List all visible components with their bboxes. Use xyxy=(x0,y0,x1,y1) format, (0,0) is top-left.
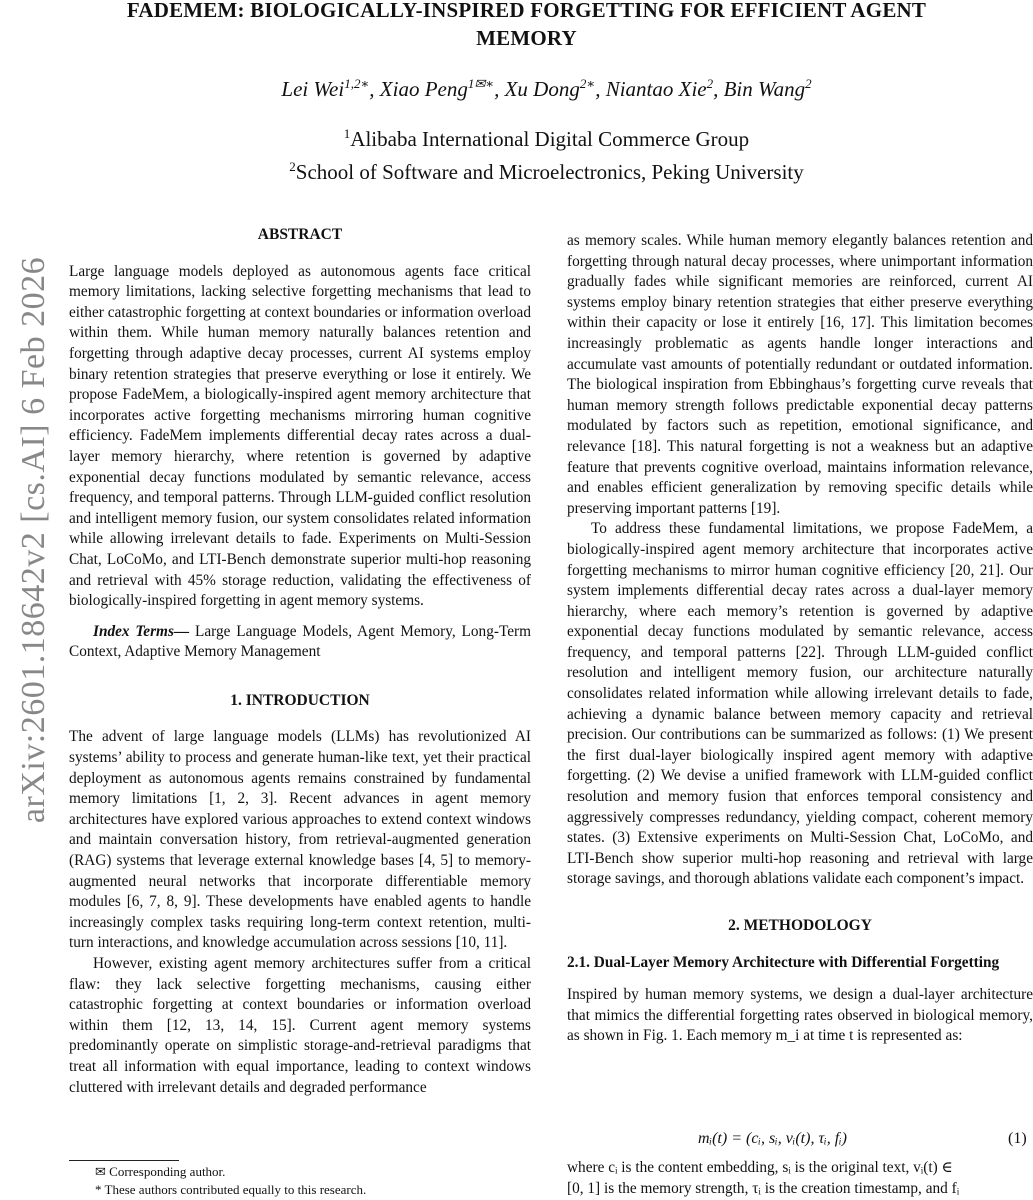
author: Niantao Xie$^2$ xyxy=(605,76,714,101)
intro-paragraph-2-continued: as memory scales. While human memory elegantly balances retention and forgetting through natural decay processes, where unimportant information gradually fades while significant memories are reinforced, current AI systems employ binary retention strategies that either preserve everything within their capacity or lose it entirely [16, 17]. This limitation becomes increasingly problematic as agents handle longer interactions and accumulate vast amounts of potentially redundant or outdated information. The biological inspiration from Ebbinghaus’s forgetting curve reveals that human memory strength follows predictable exponential decay patterns modulated by factors such as repetition, emotional significance, and relevance [18]. This natural forgetting is not a weakness but an adaptive feature that prevents cognitive overload, maintains information relevance, and enables efficient generalization by removing specific details while preserving important patterns [19]. xyxy=(567,232,1033,517)
footnote: * These authors contributed equally to this research. xyxy=(95,1182,367,1197)
abstract-text: Large language models deployed as autonomous agents face critical memory limitations, lacking selective forgetting mechanisms that lead to either catastrophic forgetting at context boundaries or information overload within them. While human memory naturally balances retention and forgetting through adaptive decay processes, current AI systems employ binary retention strategies that preserve everything or lose it entirely. We propose FadeMem, a biologically-inspired agent memory architecture that incorporates active forgetting mechanisms mirroring human cognitive efficiency. FadeMem implements differential decay rates across a dual-layer memory hierarchy, where retention is governed by adaptive exponential decay functions modulated by semantic relevance, access frequency, and temporal patterns. Through LLM-guided conflict resolution and intelligent memory fusion, our system consolidates related information while allowing irrelevant details to fade. Experiments on Multi-Session Chat, LoCoMo, and LTI-Bench demonstrate superior multi-hop reasoning and retrieval with 45% storage reduction, validating the effectiveness of biologically-inspired forgetting in agent memory systems. xyxy=(69,262,531,610)
footnote: ✉ Corresponding author. xyxy=(95,1164,226,1179)
footnote-divider xyxy=(69,1160,179,1161)
introduction-heading: 1. INTRODUCTION xyxy=(230,691,370,709)
affiliation: $^1$Alibaba International Digital Commerce Group xyxy=(343,126,750,151)
right-column xyxy=(567,231,1033,1047)
abstract-heading: ABSTRACT xyxy=(257,226,343,243)
subsection-heading: 2.1. Dual-Layer Memory Architecture with Differential Forgetting xyxy=(567,953,1000,971)
left-column xyxy=(69,225,531,1098)
author: Lei Wei$^{1,2∗}$ xyxy=(281,76,370,101)
author-list: Lei Wei$^{1,2∗}$, Xiao Peng$^{1✉∗}$, Xu Dong$^{2∗}$, Niantao Xie$^2$, Bin Wang$^2$ xyxy=(281,76,812,101)
paper-title xyxy=(60,0,993,52)
author: Xiao Peng$^{1✉∗}$ xyxy=(379,76,495,101)
method-paragraph-1: Inspired by human memory systems, we design a dual-layer architecture that mimics the differential forgetting rates observed in biological memory, as shown in Fig. 1. Each memory m_i at time t is represented as: xyxy=(567,986,1033,1045)
equation-number: (1) xyxy=(1008,1130,1027,1147)
method-paragraph-2: where cᵢ is the content embedding, sᵢ is the original text, vᵢ(t) ∈ [0, 1] is the memory strength, τᵢ is the creation timestamp, and fᵢ xyxy=(567,1159,960,1197)
equation-1: mᵢ(t) = (cᵢ, sᵢ, vᵢ(t), τᵢ, fᵢ) xyxy=(698,1130,847,1147)
methodology-heading: 2. METHODOLOGY xyxy=(728,917,872,934)
affiliations xyxy=(0,120,1033,186)
intro-paragraph-3: To address these fundamental limitations, we propose FadeMem, a biologically-inspired agent memory architecture that incorporates active forgetting mechanisms to mirror human cognitive efficiency [20, 21]. Our system implements differential decay rates across a dual-layer memory hierarchy, where each memory’s retention is governed by adaptive exponential decay functions modulated by semantic relevance, access frequency, and temporal patterns [22]. Through LLM-guided conflict resolution and intelligent memory fusion, our architecture naturally consolidates related information while allowing irrelevant details to fade, achieving a dynamic balance between memory capacity and retrieval precision. Our contributions can be summarized as follows: (1) We present the first dual-layer biologically inspired agent memory with adaptive forgetting. (2) We devise a unified framework with LLM-guided conflict resolution and memory fusion that enforces temporal consistency and aggressively compresses redundancy, yielding compact, coherent memory states. (3) Extensive experiments on Multi-Session Chat, LoCoMo, and LTI-Bench show superior multi-hop reasoning and retrieval with large storage savings, and thorough ablations validate each component’s impact. xyxy=(567,520,1033,888)
author: Bin Wang$^2$ xyxy=(723,76,812,101)
title-line-2: MEMORY xyxy=(476,26,577,50)
index-terms: Index Terms— Large Language Models, Agent Memory, Long-Term Context, Adaptive Memory Management xyxy=(69,622,531,661)
author: Xu Dong$^{2∗}$ xyxy=(504,76,596,101)
intro-paragraph-2: However, existing agent memory architectures suffer from a critical flaw: they lack selective forgetting mechanisms, causing either catastrophic forgetting at context boundaries or information overload within them [12, 13, 14, 15]. Current agent memory systems predominantly operate on simplistic storage-and-retrieval paradigms that treat all information with equal importance, leading to context windows cluttered with irrelevant details and degraded performance xyxy=(69,955,531,1096)
arxiv-stamp: arXiv:2601.18642v2 [cs.AI] 6 Feb 2026 xyxy=(15,256,52,824)
title-line-1: FADEMEM: BIOLOGICALLY-INSPIRED FORGETTING FOR EFFICIENT AGENT xyxy=(126,0,927,22)
affiliation: $^2$School of Software and Microelectronics, Peking University xyxy=(289,159,804,184)
intro-paragraph-1: The advent of large language models (LLMs) has revolutionized AI systems’ ability to process and generate human-like text, yet their practical deployment as autonomous agents remains constrained by fundamental memory limitations [1, 2, 3]. Recent advances in agent memory architectures have explored various approaches to extend context windows and maintain conversation history, from retrieval-augmented generation (RAG) systems that leverage external knowledge bases [4, 5] to memory-augmented neural networks that incorporate differentiable memory modules [6, 7, 8, 9]. These developments have enabled agents to handle increasingly complex tasks requiring long-term context retention, multi-turn interactions, and knowledge accumulation across sessions [10, 11]. xyxy=(69,728,531,952)
